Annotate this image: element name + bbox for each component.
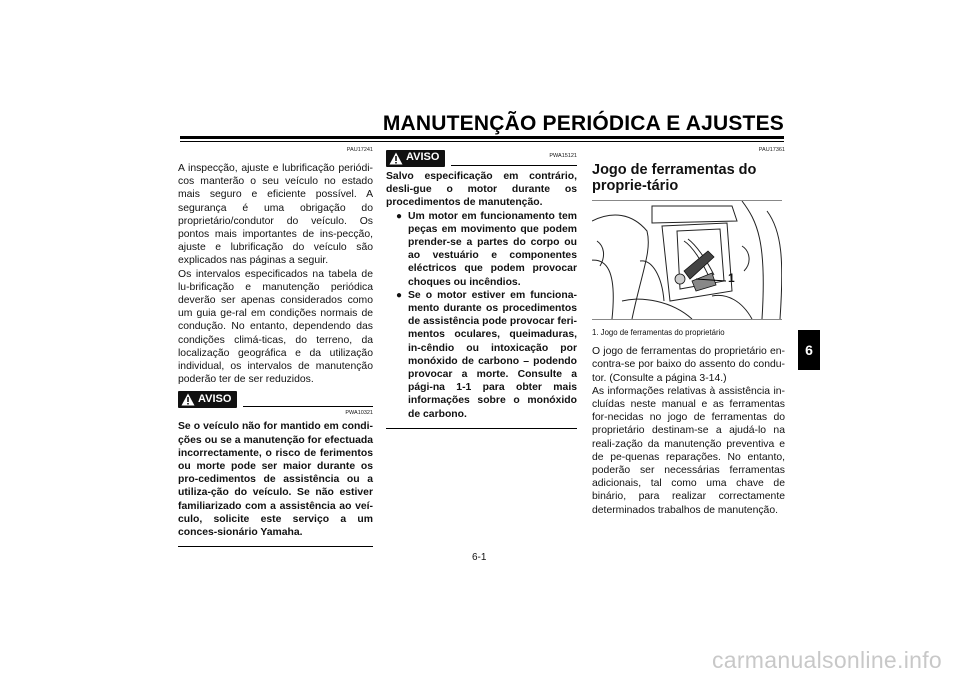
column-2 — [386, 147, 577, 429]
warning-label: AVISO — [406, 151, 440, 164]
warning-code: PWA15121 — [549, 153, 577, 159]
bullet-text: Um motor em funcionamento tem peças em movimento que podem prender-se a partes do corpo ou ao vestuário e componentes eléctricos que podem provocar choques ou incêndios. — [408, 210, 577, 288]
section-title: Jogo de ferramentas do proprie-tário — [592, 162, 757, 194]
warning-rule — [243, 406, 373, 407]
page-header-title: MANUTENÇÃO PERIÓDICA E AJUSTES — [382, 112, 784, 135]
column-3 — [592, 147, 785, 517]
warning-badge — [178, 391, 237, 408]
warning-label: AVISO — [198, 392, 232, 405]
location-paragraph: O jogo de ferramentas do proprietário en-contra-se por baixo do assento do condu-tor. (Consulte a página 3-14.) — [592, 346, 785, 384]
page-number: 6-1 — [472, 552, 487, 563]
figure-caption: 1. Jogo de ferramentas do proprietário — [592, 328, 725, 337]
warning-header — [178, 390, 373, 408]
bullet-text: Se o motor estiver em funciona-mento durante os procedimentos de assistência pode provocar feri-mentos oculares, queimaduras, in-cêndio ou intoxicação por monóxido de carbono – podendo provocar a morte. Consulte a pági-na 1-1 para obter mais informações sobre o monóxido de carbono. — [408, 289, 577, 420]
warning-triangle-icon — [181, 393, 195, 406]
column-1 — [178, 147, 373, 547]
tools-paragraph: As informações relativas à assistência in-cluídas neste manual e as ferramentas for-necidas no jogo de ferramentas do proprietário destinam-se a ajudá-lo na reali-zação da manutenção preventiva e de pe-quenas reparações. No entanto, poderão ser necessárias ferramentas adicionais, tal como uma chave de binário, para realizar correctamente determinados trabalhos de manutenção. — [592, 385, 785, 516]
figure-callout: 1 — [728, 271, 735, 285]
warning-code: PWA10321 — [345, 410, 373, 417]
warning-bullet — [396, 210, 577, 289]
bullet-dot-icon: ● — [396, 210, 403, 222]
warning-badge — [386, 150, 445, 167]
warning-bullet — [396, 289, 577, 421]
bullet-dot-icon: ● — [396, 289, 403, 301]
warning-end-rule — [178, 546, 373, 547]
warning-text: Se o veículo não for mantido em condi-ções ou se a manutenção for efectuada incorrectamente, o risco de ferimentos ou morte pode ser maior durante os pro-cedimentos de assistência ou a utiliza-ção do veículo. Se não estiver familiarizado com a assistência ao veí-culo, solicite este serviço a um conces-sionário Yamaha. — [178, 421, 373, 539]
header-rule-thin — [180, 141, 784, 142]
warning-end-rule — [386, 428, 577, 429]
intro-paragraph: A inspecção, ajuste e lubrificação periódi-cos manterão o seu veículo no estado mais seguro e eficiente possível. A segurança é uma obrigação do proprietário/condutor do veículo. Os pontos mais importantes de ins-pecção, ajuste e lubrificação do veículo são explicados nas páginas a seguir. — [178, 163, 373, 267]
watermark: carmanualsonline.info — [711, 647, 942, 673]
header-rule-thick — [180, 136, 784, 139]
intervals-paragraph: Os intervalos especificados na tabela de lu-brificação e manutenção periódica deverão ser apenas considerados como um guia ge-ral em condições normais de condução. No entanto, dependendo das condições climá-ticas, do terreno, da localização geográfica e da utilização individual, os intervalos de manutenção poderão ter de ser reduzidos. — [178, 268, 373, 386]
warning-intro: Salvo especificação em contrário, desli-gue o motor durante os procedimentos de manutenção. — [386, 171, 577, 209]
section-code: PAU17361 — [758, 147, 785, 153]
toolkit-illustration — [592, 201, 782, 319]
warning-rule — [451, 165, 577, 166]
section-code: PAU17241 — [346, 147, 373, 153]
warning-triangle-icon — [389, 152, 403, 165]
chapter-tab: 6 — [798, 330, 820, 370]
toolkit-figure — [592, 200, 782, 320]
